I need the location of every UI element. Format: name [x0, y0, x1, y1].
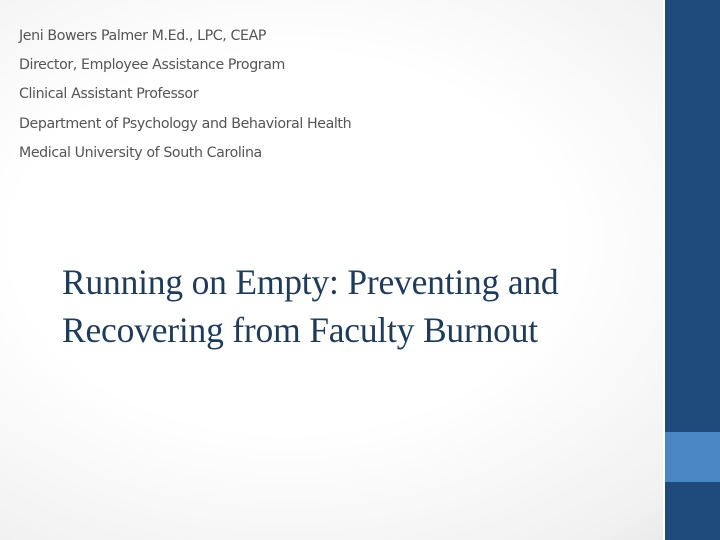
slide-title-line-1: Running on Empty: Preventing and — [62, 262, 559, 302]
slide-title — [62, 258, 658, 354]
author-name-line: Jeni Bowers Palmer M.Ed., LPC, CEAP — [19, 28, 267, 44]
author-info-block — [19, 22, 649, 168]
author-title-line: Clinical Assistant Professor — [19, 86, 199, 103]
side-accent-block — [665, 432, 720, 482]
author-role-line: Director, Employee Assistance Program — [19, 57, 285, 74]
author-institution-line: Medical University of South Carolina — [19, 144, 262, 161]
slide-title-line-2: Recovering from Faculty Burnout — [62, 310, 538, 350]
author-department-line: Department of Psychology and Behavioral Health — [19, 115, 352, 132]
